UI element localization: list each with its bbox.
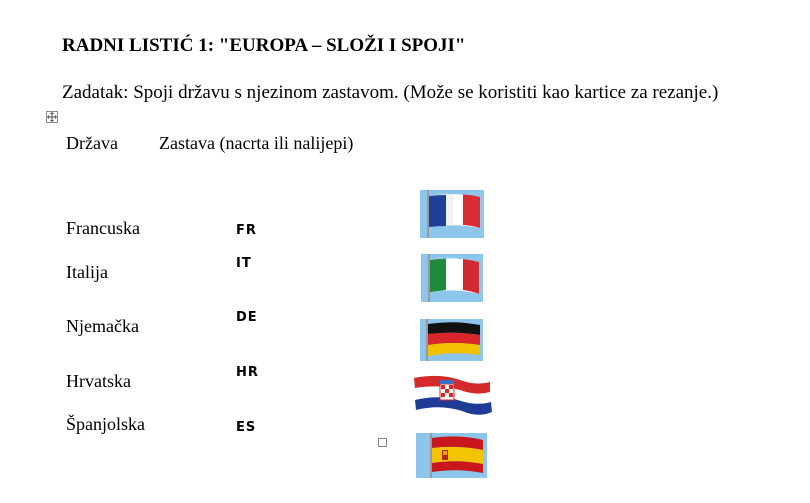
- croatia-flag-icon: [410, 374, 494, 422]
- italy-flag-icon: [421, 254, 483, 302]
- task-instructions: Zadatak: Spoji državu s njezinom zastavom. (Može se koristiti kao kartice za rezanje.): [62, 82, 719, 103]
- code-de: DE: [236, 310, 258, 325]
- country-spain: Španjolska: [66, 414, 145, 434]
- code-it: IT: [236, 256, 252, 271]
- code-es: ES: [236, 420, 257, 435]
- spain-flag-icon: [416, 433, 487, 478]
- france-flag-icon: [420, 190, 484, 238]
- country-croatia: Hrvatska: [66, 371, 131, 391]
- table-move-handle-icon[interactable]: [46, 111, 58, 123]
- country-germany: Njemačka: [66, 316, 139, 336]
- country-italy: Italija: [66, 262, 108, 282]
- code-fr: FR: [236, 223, 257, 238]
- worksheet-title: RADNI LISTIĆ 1: "EUROPA – SLOŽI I SPOJI": [62, 35, 466, 56]
- anchor-box[interactable]: [378, 438, 387, 447]
- country-france: Francuska: [66, 218, 140, 238]
- code-hr: HR: [236, 365, 259, 380]
- header-country: Država: [66, 133, 118, 153]
- germany-flag-icon: [420, 319, 483, 361]
- header-flag: Zastava (nacrta ili nalijepi): [159, 133, 354, 153]
